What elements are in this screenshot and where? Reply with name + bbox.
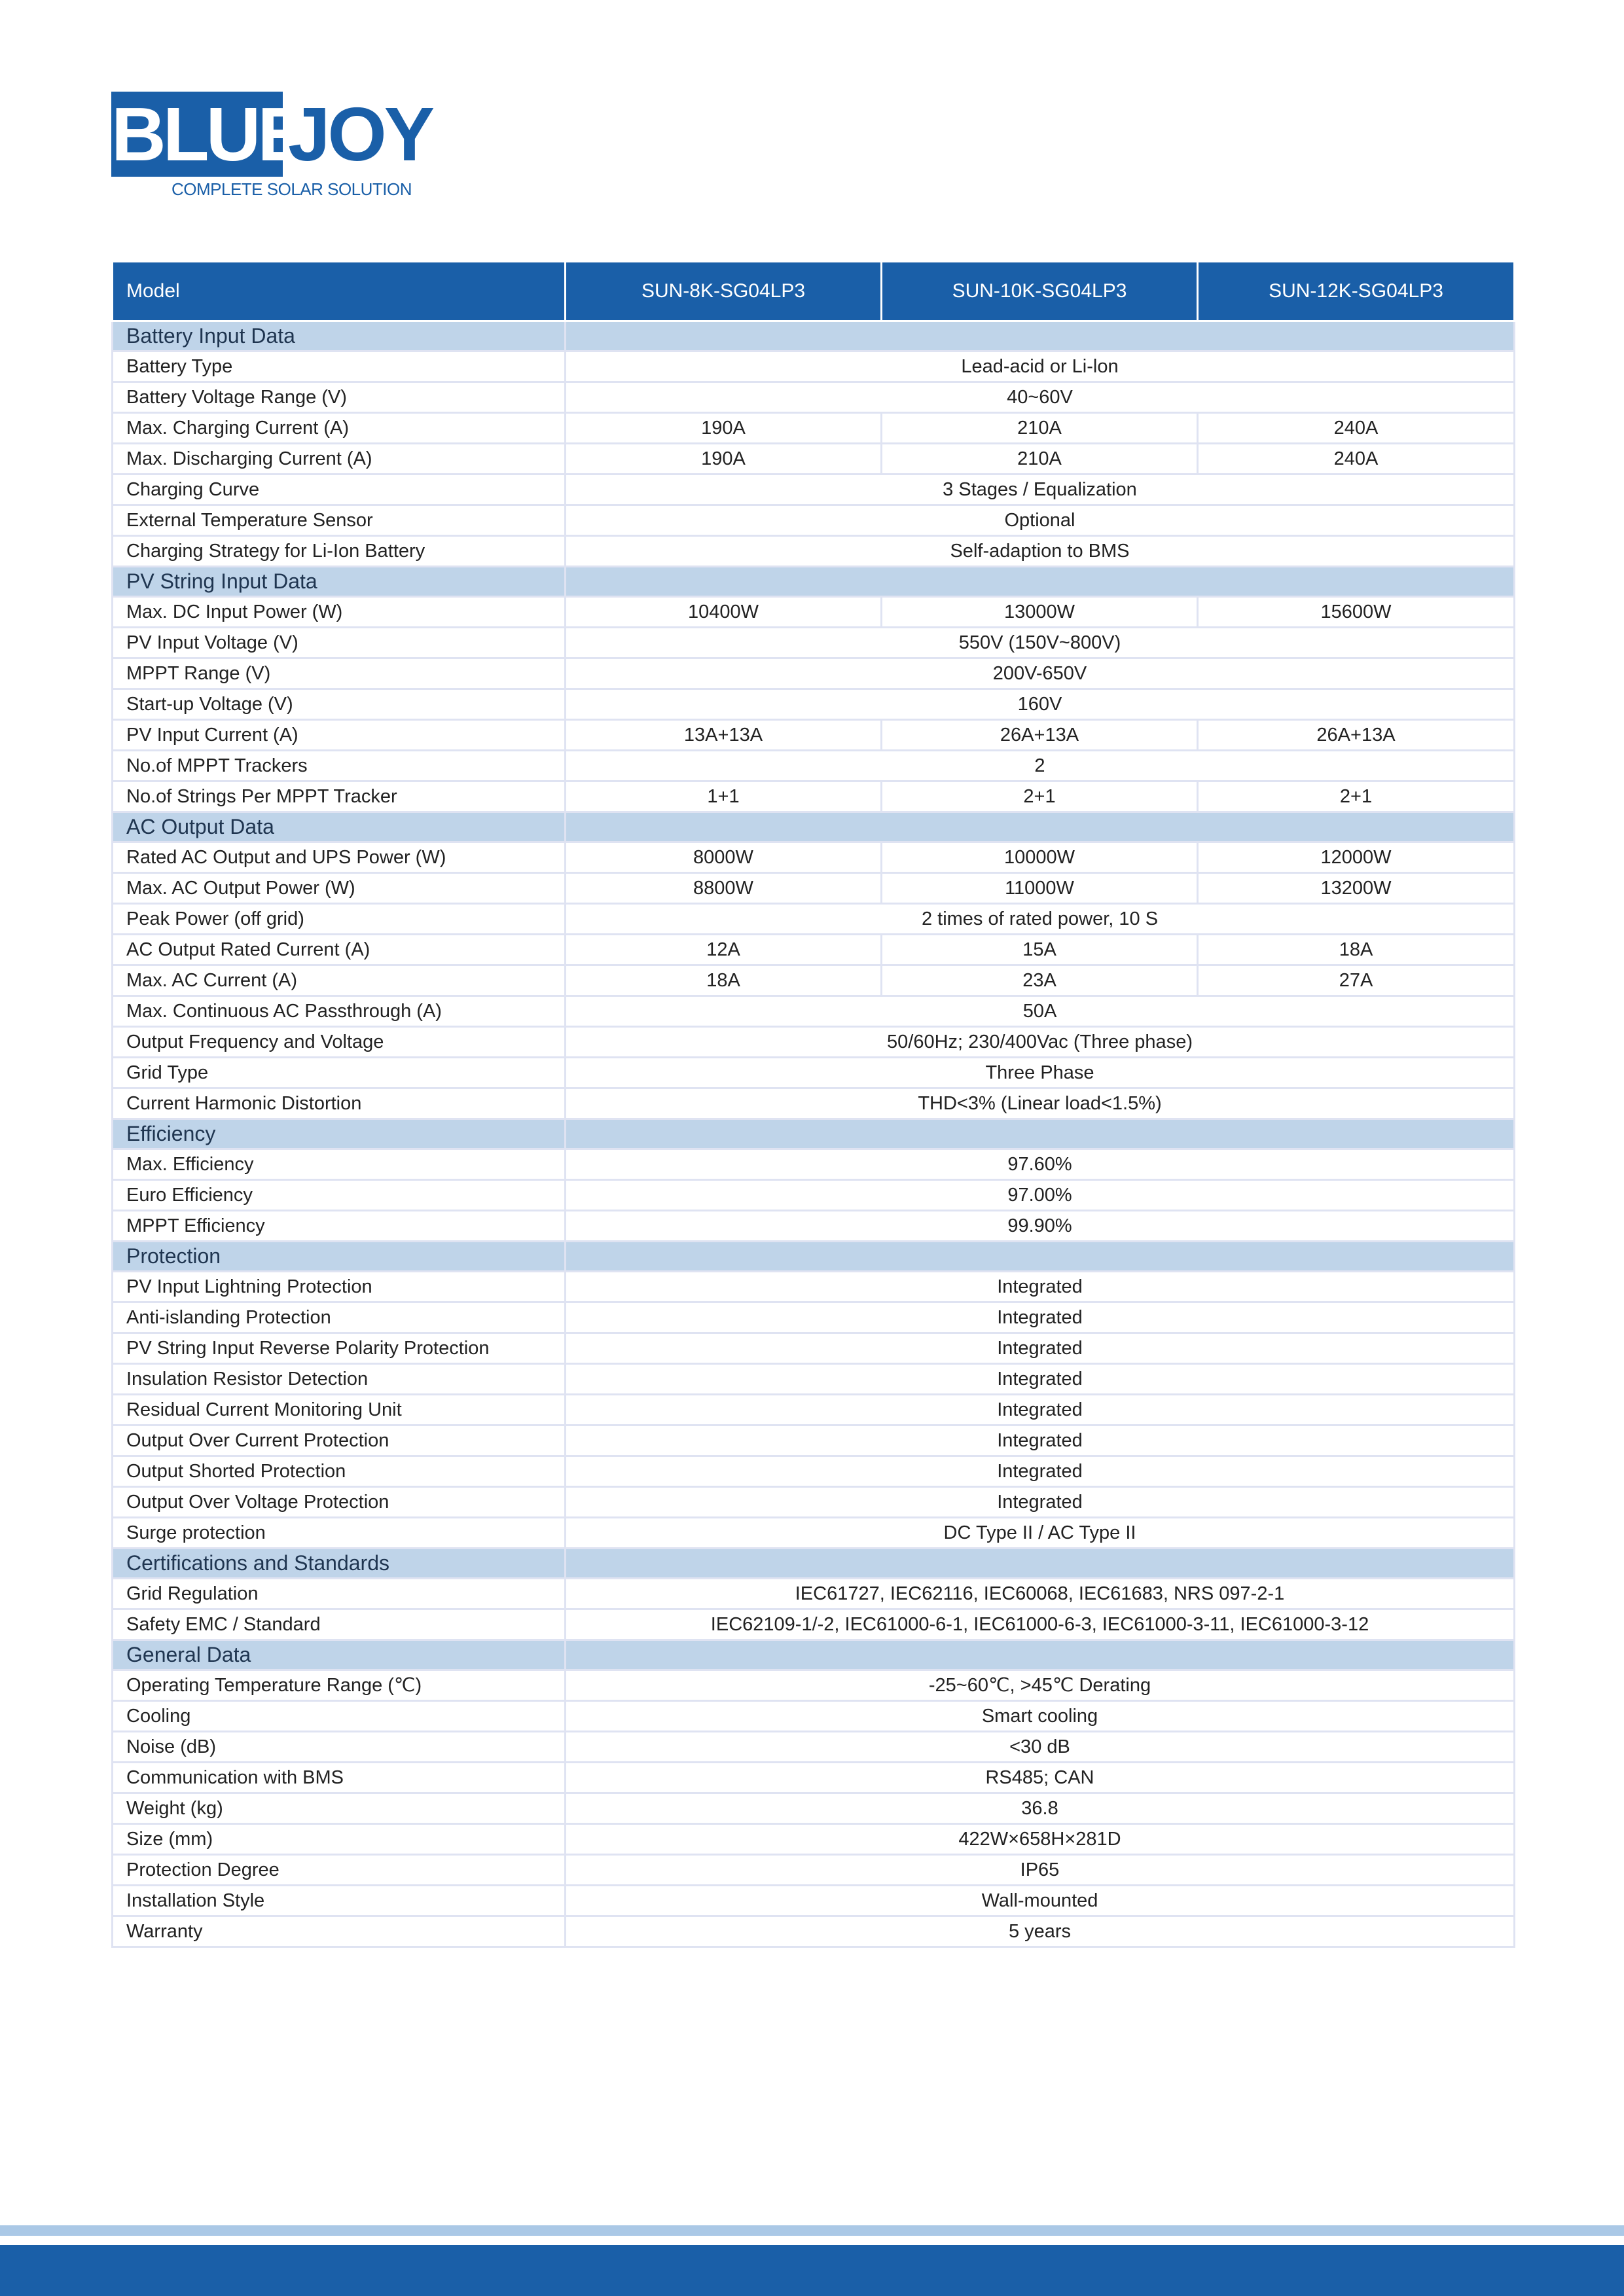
table-row <box>113 1426 1515 1456</box>
section-spacer <box>566 812 1515 842</box>
table-row <box>113 720 1515 751</box>
table-row <box>113 1855 1515 1886</box>
table-row <box>113 873 1515 904</box>
table-row <box>113 1456 1515 1487</box>
spec-label: Installation Style <box>113 1886 566 1916</box>
spec-label: Peak Power (off grid) <box>113 904 566 935</box>
spec-value: Integrated <box>566 1426 1515 1456</box>
spec-label: Battery Voltage Range (V) <box>113 382 566 413</box>
spec-label: Max. AC Output Power (W) <box>113 873 566 904</box>
spec-value: 50/60Hz; 230/400Vac (Three phase) <box>566 1027 1515 1058</box>
spec-value: 2+1 <box>882 781 1198 812</box>
spec-value: DC Type II / AC Type II <box>566 1518 1515 1549</box>
table-row <box>113 1886 1515 1916</box>
spec-value: 10400W <box>566 597 882 628</box>
spec-label: External Temperature Sensor <box>113 505 566 536</box>
spec-value: Integrated <box>566 1487 1515 1518</box>
model-header-8k: SUN-8K-SG04LP3 <box>566 262 882 321</box>
spec-label: AC Output Rated Current (A) <box>113 935 566 965</box>
spec-value: 422W×658H×281D <box>566 1824 1515 1855</box>
section-title: Battery Input Data <box>113 321 566 351</box>
model-header-label: Model <box>113 262 566 321</box>
table-row <box>113 1732 1515 1763</box>
table-row <box>113 475 1515 505</box>
spec-value: 8000W <box>566 842 882 873</box>
section-spacer <box>566 567 1515 597</box>
spec-value: 97.60% <box>566 1149 1515 1180</box>
table-row <box>113 1302 1515 1333</box>
spec-value: Integrated <box>566 1272 1515 1302</box>
table-row <box>113 351 1515 382</box>
spec-value: 160V <box>566 689 1515 720</box>
spec-value: 50A <box>566 996 1515 1027</box>
section-spacer <box>566 1119 1515 1149</box>
table-row <box>113 1701 1515 1732</box>
spec-value: Optional <box>566 505 1515 536</box>
spec-value: 190A <box>566 444 882 475</box>
table-row <box>113 444 1515 475</box>
section-header-row <box>113 567 1515 597</box>
table-row <box>113 1670 1515 1701</box>
spec-label: Warranty <box>113 1916 566 1947</box>
spec-label: Charging Curve <box>113 475 566 505</box>
table-row <box>113 1211 1515 1242</box>
logo-word-joy: JOY <box>288 92 433 177</box>
table-row <box>113 1180 1515 1211</box>
table-header-row <box>113 262 1515 321</box>
table-row <box>113 1272 1515 1302</box>
bluejoy-logo <box>111 92 433 203</box>
spec-value: Integrated <box>566 1333 1515 1364</box>
spec-value: Lead-acid or Li-lon <box>566 351 1515 382</box>
spec-label: No.of Strings Per MPPT Tracker <box>113 781 566 812</box>
table-row <box>113 1763 1515 1793</box>
logo-word-blue: BLUE <box>111 92 305 177</box>
spec-value: <30 dB <box>566 1732 1515 1763</box>
spec-label: Current Harmonic Distortion <box>113 1088 566 1119</box>
table-row <box>113 1149 1515 1180</box>
table-row <box>113 1793 1515 1824</box>
footer-stripe-dark <box>0 2245 1624 2296</box>
section-spacer <box>566 1549 1515 1579</box>
spec-value: -25~60℃, >45℃ Derating <box>566 1670 1515 1701</box>
spec-label: Cooling <box>113 1701 566 1732</box>
spec-label: Max. Continuous AC Passthrough (A) <box>113 996 566 1027</box>
spec-label: Max. Discharging Current (A) <box>113 444 566 475</box>
spec-value: 99.90% <box>566 1211 1515 1242</box>
spec-value: 26A+13A <box>1198 720 1515 751</box>
table-row <box>113 935 1515 965</box>
spec-label: Rated AC Output and UPS Power (W) <box>113 842 566 873</box>
table-row <box>113 751 1515 781</box>
spec-value: 36.8 <box>566 1793 1515 1824</box>
spec-label: Weight (kg) <box>113 1793 566 1824</box>
spec-value: 27A <box>1198 965 1515 996</box>
spec-value: 40~60V <box>566 382 1515 413</box>
spec-label: Residual Current Monitoring Unit <box>113 1395 566 1426</box>
spec-label: Output Over Current Protection <box>113 1426 566 1456</box>
spec-value: 2 <box>566 751 1515 781</box>
spec-label: MPPT Range (V) <box>113 658 566 689</box>
spec-value: 2 times of rated power, 10 S <box>566 904 1515 935</box>
spec-value: 26A+13A <box>882 720 1198 751</box>
table-row <box>113 1518 1515 1549</box>
spec-value: 13000W <box>882 597 1198 628</box>
spec-value: IP65 <box>566 1855 1515 1886</box>
spec-label: Noise (dB) <box>113 1732 566 1763</box>
spec-value: 15600W <box>1198 597 1515 628</box>
spec-value: 240A <box>1198 444 1515 475</box>
spec-value: 15A <box>882 935 1198 965</box>
spec-label: Output Over Voltage Protection <box>113 1487 566 1518</box>
table-row <box>113 1333 1515 1364</box>
section-spacer <box>566 1242 1515 1272</box>
spec-value: 10000W <box>882 842 1198 873</box>
spec-value: RS485; CAN <box>566 1763 1515 1793</box>
section-title: Protection <box>113 1242 566 1272</box>
spec-label: Output Shorted Protection <box>113 1456 566 1487</box>
table-row <box>113 536 1515 567</box>
table-row <box>113 1027 1515 1058</box>
spec-value: IEC62109-1/-2, IEC61000-6-1, IEC61000-6-3, IEC61000-3-11, IEC61000-3-12 <box>566 1609 1515 1640</box>
table-row <box>113 1058 1515 1088</box>
section-spacer <box>566 321 1515 351</box>
spec-label: PV Input Lightning Protection <box>113 1272 566 1302</box>
spec-value: THD<3% (Linear load<1.5%) <box>566 1088 1515 1119</box>
spec-value: 5 years <box>566 1916 1515 1947</box>
table-row <box>113 1609 1515 1640</box>
model-header-10k: SUN-10K-SG04LP3 <box>882 262 1198 321</box>
spec-label: Max. Efficiency <box>113 1149 566 1180</box>
spec-label: Battery Type <box>113 351 566 382</box>
table-row <box>113 1579 1515 1609</box>
spec-value: 210A <box>882 444 1198 475</box>
spec-value: 12000W <box>1198 842 1515 873</box>
section-title: Efficiency <box>113 1119 566 1149</box>
spec-value: 13A+13A <box>566 720 882 751</box>
spec-label: Size (mm) <box>113 1824 566 1855</box>
spec-value: Integrated <box>566 1364 1515 1395</box>
table-row <box>113 1487 1515 1518</box>
spec-value: Integrated <box>566 1302 1515 1333</box>
section-title: AC Output Data <box>113 812 566 842</box>
spec-label: Euro Efficiency <box>113 1180 566 1211</box>
section-title: Certifications and Standards <box>113 1549 566 1579</box>
table-row <box>113 1364 1515 1395</box>
spec-label: Safety EMC / Standard <box>113 1609 566 1640</box>
spec-value: 550V (150V~800V) <box>566 628 1515 658</box>
spec-value: 23A <box>882 965 1198 996</box>
spec-label: Output Frequency and Voltage <box>113 1027 566 1058</box>
table-row <box>113 1824 1515 1855</box>
spec-label: Grid Type <box>113 1058 566 1088</box>
table-row <box>113 781 1515 812</box>
spec-value: Self-adaption to BMS <box>566 536 1515 567</box>
spec-label: No.of MPPT Trackers <box>113 751 566 781</box>
spec-label: Insulation Resistor Detection <box>113 1364 566 1395</box>
table-row <box>113 965 1515 996</box>
table-row <box>113 996 1515 1027</box>
table-row <box>113 689 1515 720</box>
section-header-row <box>113 1549 1515 1579</box>
spec-label: PV String Input Reverse Polarity Protection <box>113 1333 566 1364</box>
table-row <box>113 904 1515 935</box>
table-row <box>113 842 1515 873</box>
table-row <box>113 505 1515 536</box>
section-header-row <box>113 1119 1515 1149</box>
spec-value: 18A <box>566 965 882 996</box>
section-spacer <box>566 1640 1515 1670</box>
spec-value: Integrated <box>566 1395 1515 1426</box>
section-header-row <box>113 1242 1515 1272</box>
section-header-row <box>113 812 1515 842</box>
spec-value: 2+1 <box>1198 781 1515 812</box>
spec-label: PV Input Voltage (V) <box>113 628 566 658</box>
spec-label: Operating Temperature Range (℃) <box>113 1670 566 1701</box>
spec-value: Integrated <box>566 1456 1515 1487</box>
spec-label: Grid Regulation <box>113 1579 566 1609</box>
section-header-row <box>113 1640 1515 1670</box>
table-row <box>113 1395 1515 1426</box>
spec-label: Max. Charging Current (A) <box>113 413 566 444</box>
spec-label: Anti-islanding Protection <box>113 1302 566 1333</box>
spec-label: Max. AC Current (A) <box>113 965 566 996</box>
spec-value: Smart cooling <box>566 1701 1515 1732</box>
table-row <box>113 1916 1515 1947</box>
spec-value: 11000W <box>882 873 1198 904</box>
model-header-12k: SUN-12K-SG04LP3 <box>1198 262 1515 321</box>
section-title: PV String Input Data <box>113 567 566 597</box>
spec-table <box>111 260 1515 1948</box>
spec-label: Max. DC Input Power (W) <box>113 597 566 628</box>
spec-value: 8800W <box>566 873 882 904</box>
spec-value: 240A <box>1198 413 1515 444</box>
spec-value: 1+1 <box>566 781 882 812</box>
table-row <box>113 658 1515 689</box>
spec-label: Communication with BMS <box>113 1763 566 1793</box>
spec-value: Three Phase <box>566 1058 1515 1088</box>
table-row <box>113 1088 1515 1119</box>
table-row <box>113 413 1515 444</box>
spec-label: Start-up Voltage (V) <box>113 689 566 720</box>
spec-label: PV Input Current (A) <box>113 720 566 751</box>
spec-label: MPPT Efficiency <box>113 1211 566 1242</box>
section-title: General Data <box>113 1640 566 1670</box>
spec-label: Charging Strategy for Li-Ion Battery <box>113 536 566 567</box>
spec-value: 190A <box>566 413 882 444</box>
spec-value: 12A <box>566 935 882 965</box>
spec-value: 18A <box>1198 935 1515 965</box>
logo-tagline: COMPLETE SOLAR SOLUTION <box>171 179 412 199</box>
section-header-row <box>113 321 1515 351</box>
spec-value: IEC61727, IEC62116, IEC60068, IEC61683, NRS 097-2-1 <box>566 1579 1515 1609</box>
table-row <box>113 628 1515 658</box>
spec-label: Protection Degree <box>113 1855 566 1886</box>
table-row <box>113 382 1515 413</box>
spec-value: 3 Stages / Equalization <box>566 475 1515 505</box>
footer-stripe-light <box>0 2225 1624 2236</box>
spec-label: Surge protection <box>113 1518 566 1549</box>
spec-value: 13200W <box>1198 873 1515 904</box>
spec-value: Wall-mounted <box>566 1886 1515 1916</box>
spec-value: 200V-650V <box>566 658 1515 689</box>
table-row <box>113 597 1515 628</box>
spec-value: 210A <box>882 413 1198 444</box>
spec-value: 97.00% <box>566 1180 1515 1211</box>
